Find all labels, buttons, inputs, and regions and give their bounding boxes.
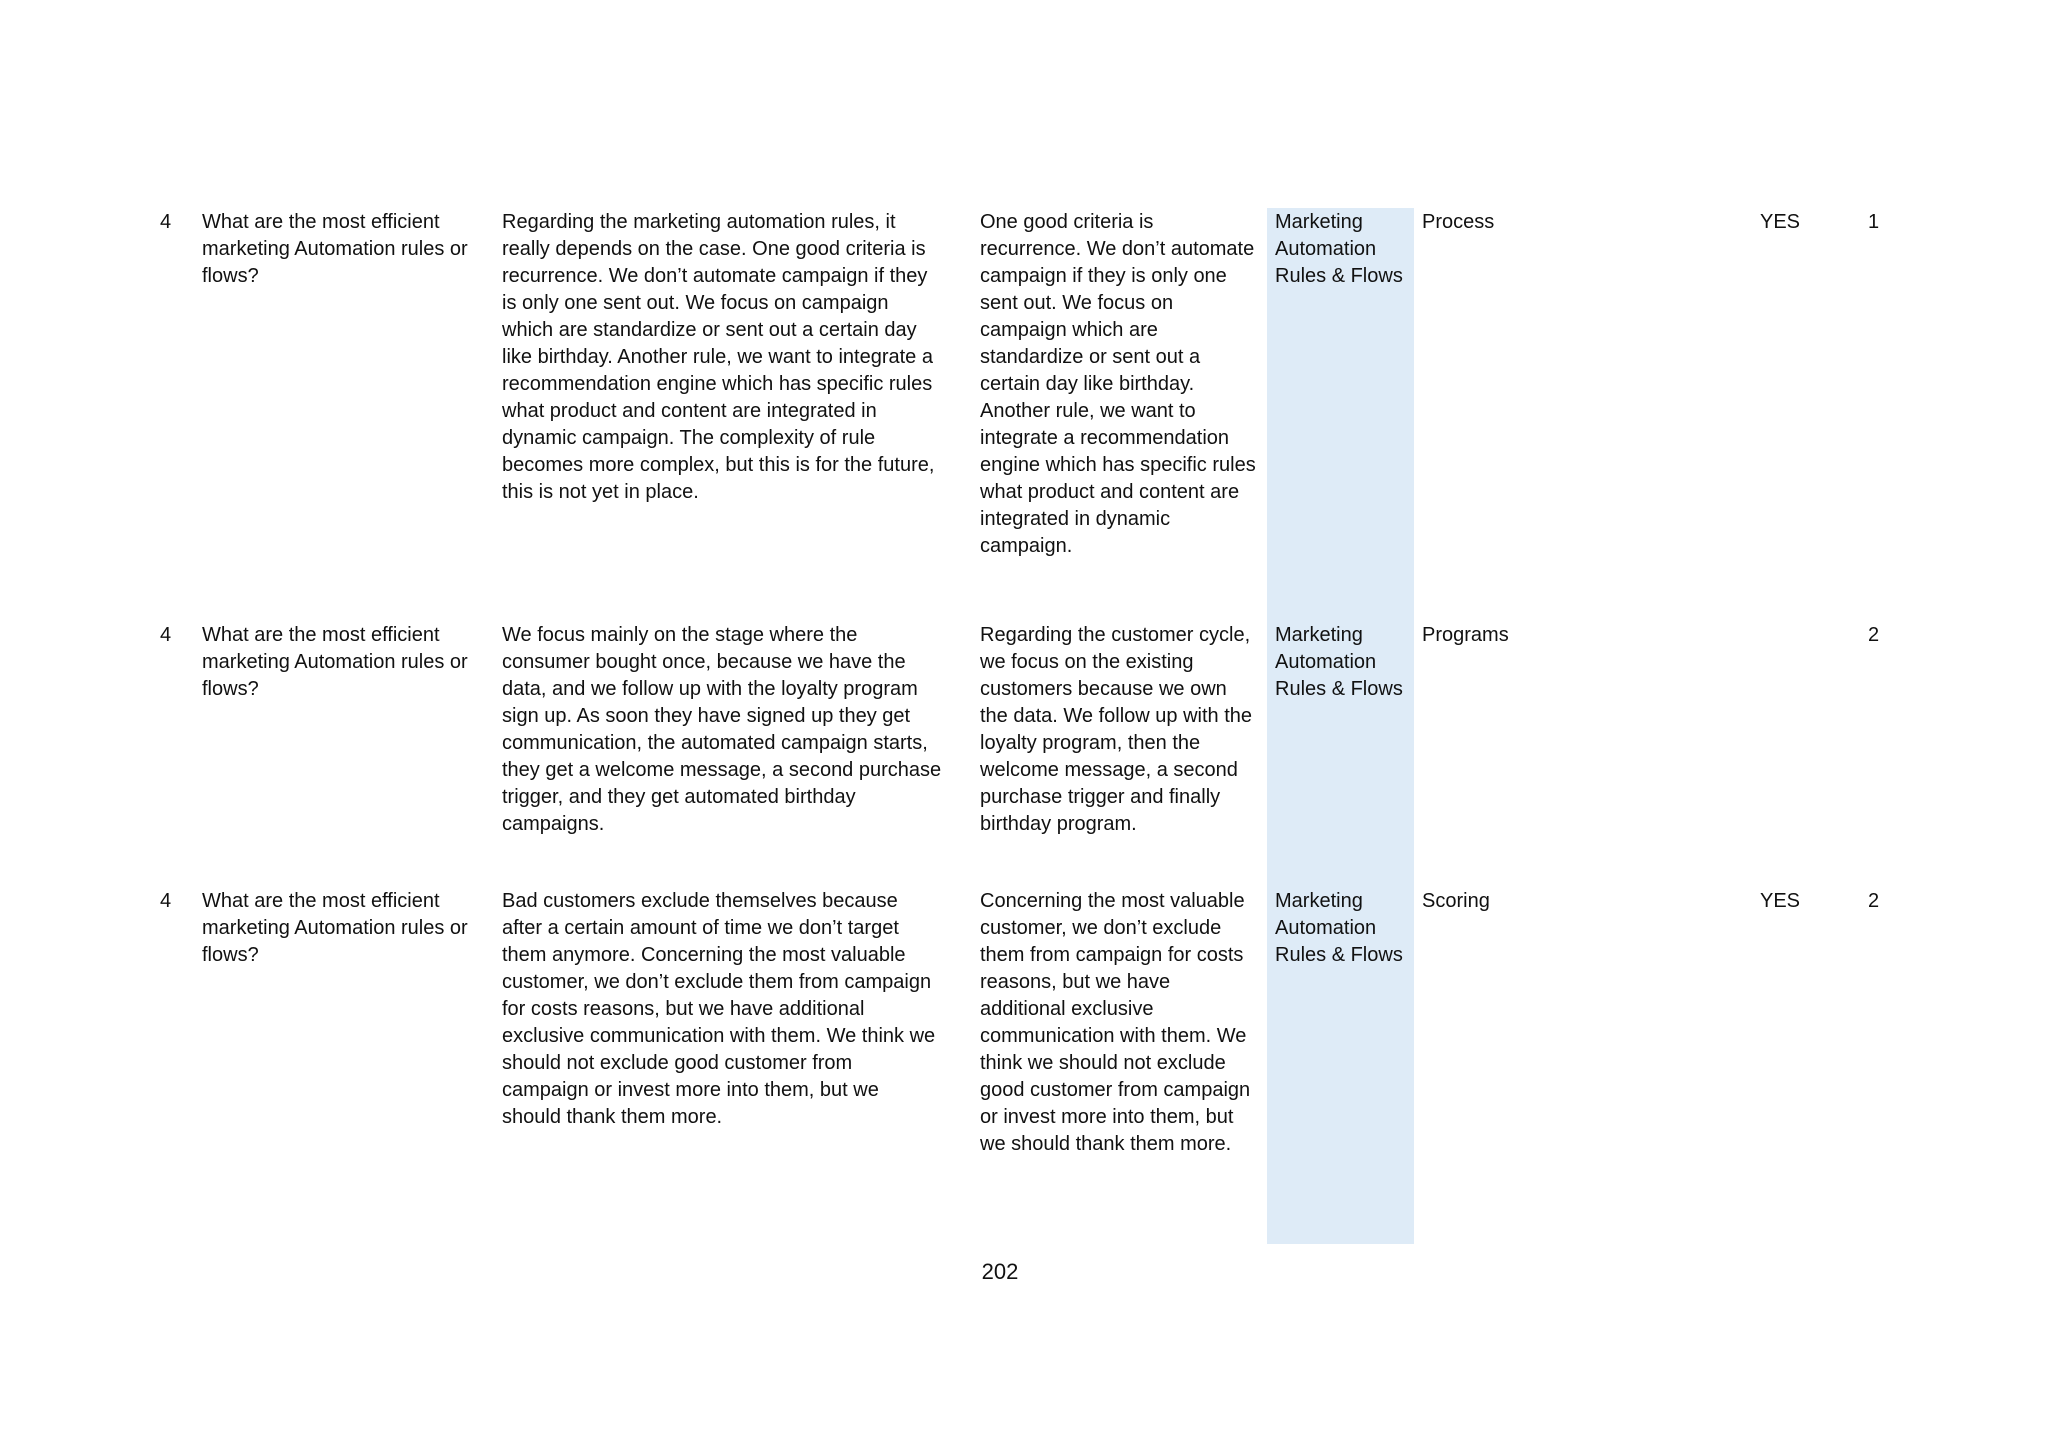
row-number: 4 <box>160 890 172 912</box>
flag-label: YES <box>1760 211 1801 233</box>
score-value: 2 <box>1868 890 1880 912</box>
topic-label: Marketing Automation Rules & Flows <box>1275 211 1403 287</box>
score-value: 2 <box>1868 624 1880 646</box>
score-value: 1 <box>1868 211 1880 233</box>
category-label: Process <box>1422 211 1495 233</box>
answer-text: Regarding the marketing automation rules, it really depends on the case. One good criteria is recurrence. We don’t automate campaign if they is only one sent out. We focus on campaign which are standardize or sent out a certain day like birthday. Another rule, we want to integrate a recommendation engine which has specific rules what product and content are integrated in dynamic campaign. The complexity of rule becomes more complex, but this is for the future, this is not yet in place. <box>502 211 935 503</box>
answer-text: We focus mainly on the stage where the consumer bought once, because we have the data, and we follow up with the loyalty program sign up. As soon they have signed up they get communication, the automated campaign starts, they get a welcome message, a second purchase trigger, and they get automated birthday campaigns. <box>502 624 942 835</box>
summary-text: One good criteria is recurrence. We don’t automate campaign if they is only one sent out. We focus on campaign which are standardize or sent out a certain day like birthday. Another rule, we want to integrate a recommendation engine which has specific rules what product and content are integrated in dynamic campaign. <box>980 211 1256 557</box>
question-text: What are the most efficient marketing Automation rules or flows? <box>202 211 468 287</box>
flag-label: YES <box>1760 890 1801 912</box>
row-number: 4 <box>160 211 172 233</box>
page-number: 202 <box>981 1259 1019 1284</box>
topic-label: Marketing Automation Rules & Flows <box>1275 890 1403 966</box>
topic-label: Marketing Automation Rules & Flows <box>1275 624 1403 700</box>
summary-text: Concerning the most valuable customer, we don’t exclude them from campaign for costs reasons, but we have additional exclusive communication with them. We think we should not exclude good customer from campaign or invest more into them, but we should thank them more. <box>980 890 1251 1155</box>
answer-text: Bad customers exclude themselves because after a certain amount of time we don’t target them anymore. Concerning the most valuable customer, we don’t exclude them from campaign for costs reasons, but we have additional exclusive communication with them. We think we should not exclude good customer from campaign or invest more into them, but we should thank them more. <box>502 890 936 1128</box>
row-number: 4 <box>160 624 172 646</box>
question-text: What are the most efficient marketing Automation rules or flows? <box>202 624 468 700</box>
category-label: Programs <box>1422 624 1509 646</box>
topic-column-highlight <box>1267 208 1414 1244</box>
category-label: Scoring <box>1422 890 1490 912</box>
question-text: What are the most efficient marketing Automation rules or flows? <box>202 890 468 966</box>
summary-text: Regarding the customer cycle, we focus on the existing customers because we own the data. We follow up with the loyalty program, then the welcome message, a second purchase trigger and finally birthday program. <box>980 624 1253 835</box>
